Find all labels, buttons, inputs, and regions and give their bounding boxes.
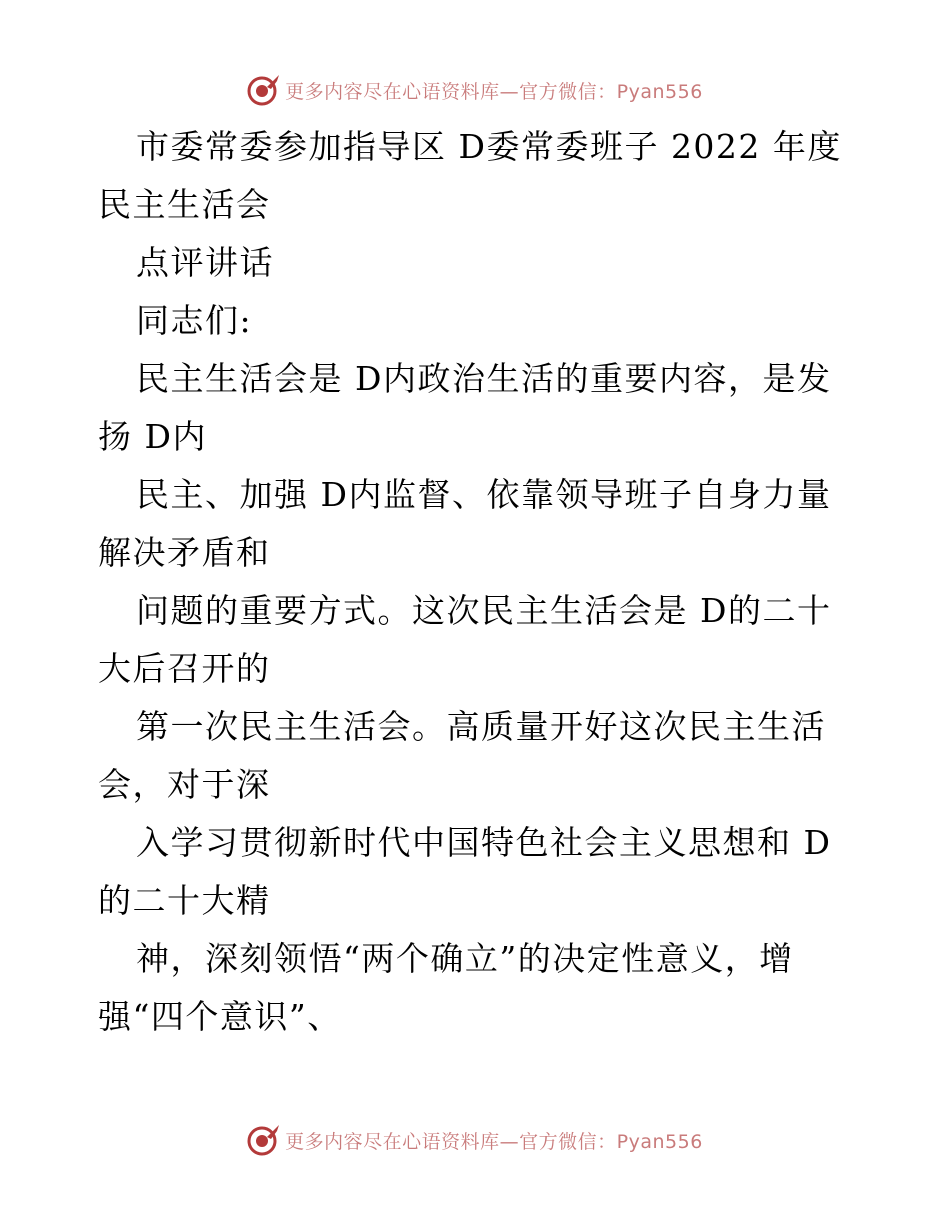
text-line: 点评讲话: [136, 243, 274, 282]
text-line: 的二十大精: [98, 881, 271, 920]
text-line: 民主生活会是 D内政治生活的重要内容，是发: [136, 359, 832, 398]
text-line: 大后召开的: [98, 649, 271, 688]
document-body: [98, 118, 842, 1046]
text-line: 民主、加强 D内监督、依靠领导班子自身力量: [136, 475, 832, 514]
text-line: 同志们:: [136, 301, 253, 340]
text-line: 会，对于深: [98, 765, 271, 804]
text-line: 入学习贯彻新时代中国特色社会主义思想和 D: [136, 823, 832, 862]
header-watermark: [0, 70, 950, 110]
text-line: 市委常委参加指导区 D委常委班子 2022 年度: [136, 127, 842, 166]
pen-logo-icon: [247, 1123, 281, 1157]
text-line: 扬 D内: [98, 417, 207, 456]
text-line: 解决矛盾和: [98, 533, 271, 572]
watermark-text: 更多内容尽在心语资料库—官方微信：Pyan556: [285, 1130, 703, 1153]
text-line: 第一次民主生活会。高质量开好这次民主生活: [136, 707, 826, 746]
text-line: 强“四个意识”、: [98, 997, 342, 1036]
text-line: 问题的重要方式。这次民主生活会是 D的二十: [136, 591, 832, 630]
footer-watermark: [0, 1120, 950, 1160]
text-line: 民主生活会: [98, 185, 271, 224]
pen-logo-icon: [247, 73, 281, 107]
watermark-text: 更多内容尽在心语资料库—官方微信：Pyan556: [285, 80, 703, 103]
text-line: 神，深刻领悟“两个确立”的决定性意义，增: [136, 939, 794, 978]
